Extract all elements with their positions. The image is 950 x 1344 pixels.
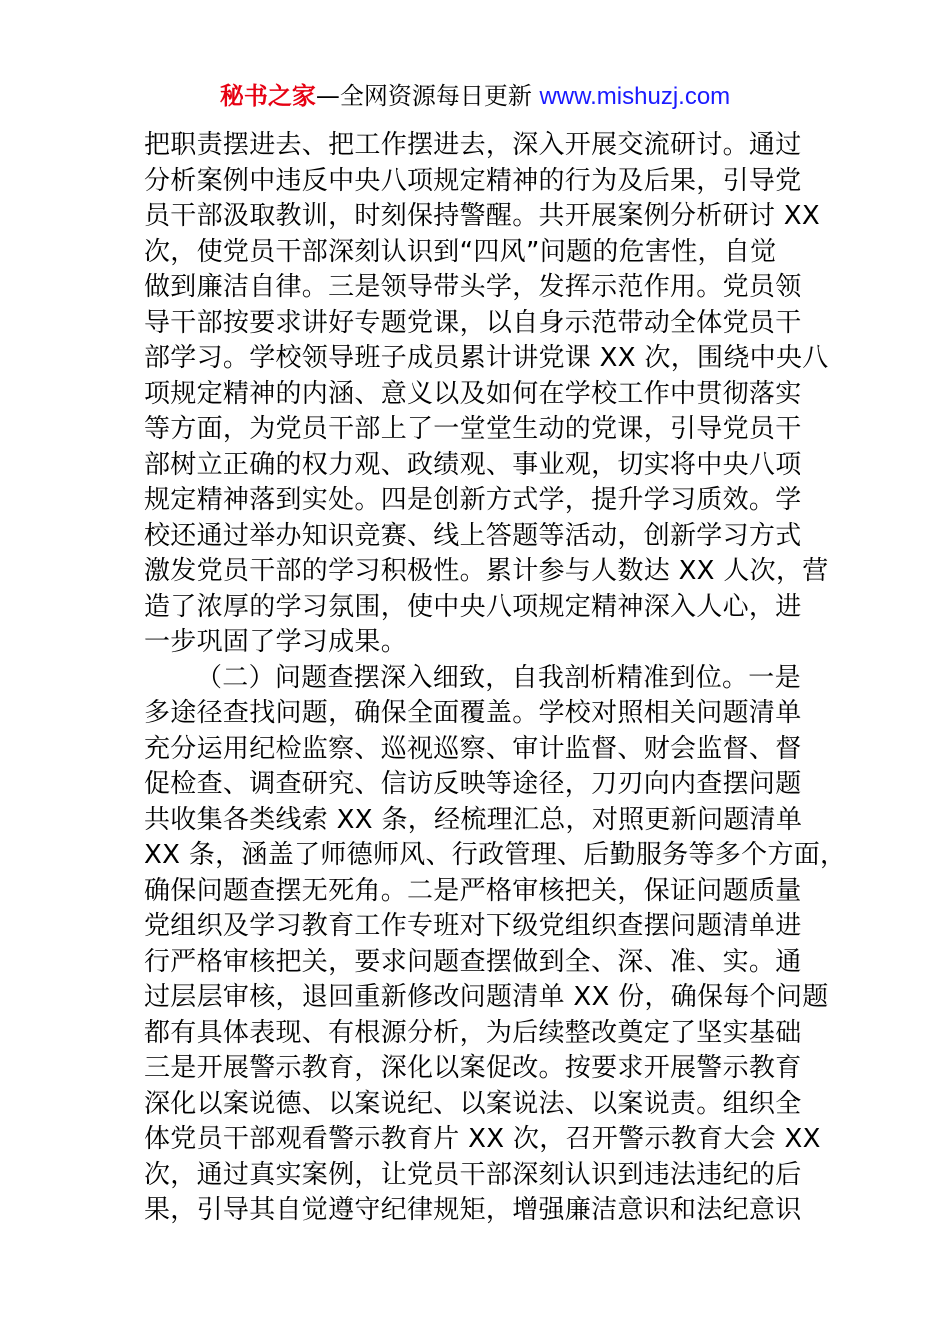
text-line: 共收集各类线索 XX 条，经梳理汇总，对照更新问题清单 xyxy=(144,804,803,835)
text-line: 部学习。学校领导班子成员累计讲党课 XX 次，围绕中央八 xyxy=(144,343,829,373)
text-line: 做到廉洁自律。三是领导带头学，发挥示范作用。党员领 xyxy=(144,272,802,302)
brand-name: 秘书之家 xyxy=(219,82,316,110)
text-line: 深化以案说德、以案说纪、以案说法、以案说责。组织全 xyxy=(144,1088,802,1119)
text-line: 果，引导其自觉遵守纪律规矩，增强廉洁意识和法纪意识 xyxy=(144,1195,802,1225)
text-line: XX 条，涵盖了师德师风、行政管理、后勤服务等多个方面， xyxy=(144,840,847,870)
text-line: 员干部汲取教训，时刻保持警醒。共开展案例分析研讨 XX xyxy=(144,201,820,231)
text-line: 等方面，为党员干部上了一堂堂生动的党课，引导党员干 xyxy=(144,414,802,444)
text-line: 次，通过真实案例，让党员干部深刻认识到违法违纪的后 xyxy=(144,1159,802,1190)
text-line: 校还通过举办知识竞赛、线上答题等活动，创新学习方式 xyxy=(144,520,802,551)
section-heading-line: （二）问题查摆深入细致，自我剖析精准到位。一是 xyxy=(196,662,801,693)
header-tagline: —全网资源每日更新 xyxy=(315,82,540,110)
document-body xyxy=(144,128,847,1229)
text-line: 一步巩固了学习成果。 xyxy=(144,627,408,657)
page-header xyxy=(0,78,950,115)
text-line: 促检查、调查研究、信访反映等途径，刀刃向内查摆问题 xyxy=(144,769,802,799)
text-line: 行严格审核把关，要求问题查摆做到全、深、准、实。通 xyxy=(144,946,802,977)
text-line: 规定精神落到实处。四是创新方式学，提升学习质效。学 xyxy=(144,485,802,515)
text-line: 把职责摆进去、把工作摆进去，深入开展交流研讨。通过 xyxy=(144,130,802,160)
text-line: 激发党员干部的学习积极性。累计参与人数达 XX 人次，营 xyxy=(144,556,829,586)
text-line: 三是开展警示教育，深化以案促改。按要求开展警示教育 xyxy=(144,1053,802,1083)
text-line: 次，使党员干部深刻认识到“四风”问题的危害性，自觉 xyxy=(144,236,777,267)
site-url-link[interactable]: www.mishuzj.com xyxy=(539,83,731,110)
text-line: 项规定精神的内涵、意义以及如何在学校工作中贯彻落实 xyxy=(144,378,802,409)
text-line: 分析案例中违反中央八项规定精神的行为及后果，引导党 xyxy=(144,165,802,196)
text-line: 确保问题查摆无死角。二是严格审核把关，保证问题质量 xyxy=(144,875,802,906)
text-line: 部树立正确的权力观、政绩观、事业观，切实将中央八项 xyxy=(144,449,802,480)
text-line: 导干部按要求讲好专题党课，以自身示范带动全体党员干 xyxy=(144,307,802,338)
text-line: 造了浓厚的学习氛围，使中央八项规定精神深入人心，进 xyxy=(144,591,802,622)
text-line: 体党员干部观看警示教育片 XX 次，召开警示教育大会 XX xyxy=(144,1124,821,1154)
text-line: 过层层审核，退回重新修改问题清单 XX 份，确保每个问题 xyxy=(144,982,829,1012)
text-line: 党组织及学习教育工作专班对下级党组织查摆问题清单进 xyxy=(144,911,802,941)
text-line: 都有具体表现、有根源分析，为后续整改奠定了坚实基础 xyxy=(144,1017,802,1048)
text-line: 多途径查找问题，确保全面覆盖。学校对照相关问题清单 xyxy=(144,698,802,728)
text-line: 充分运用纪检监察、巡视巡察、审计监督、财会监督、督 xyxy=(144,733,802,764)
